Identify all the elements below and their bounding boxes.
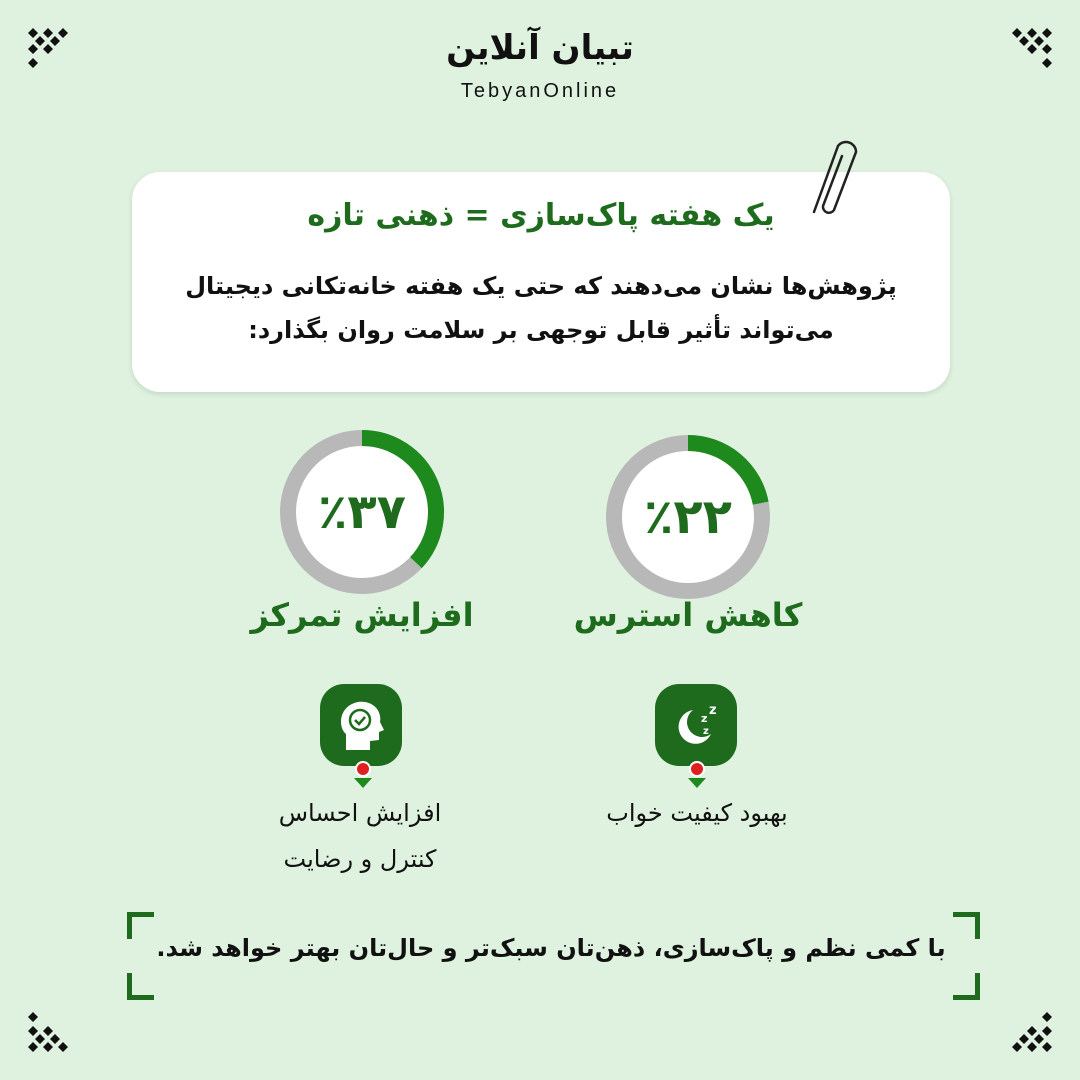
stat-value: ٪۲۲ <box>644 489 732 545</box>
stat-value: ٪۳۷ <box>318 484 406 540</box>
svg-text:z: z <box>709 703 717 718</box>
pin-dot <box>689 761 705 777</box>
corner-pattern-icon <box>28 1012 68 1052</box>
card-title: یک هفته پاک‌سازی = ذهنی تازه <box>307 198 775 233</box>
bracket-corner <box>953 973 980 1000</box>
logo-english: TebyanOnline <box>460 80 620 102</box>
logo-persian: تبیان آنلاین <box>446 28 634 68</box>
svg-text:z: z <box>701 712 708 725</box>
head-check-icon <box>320 684 402 766</box>
stat-label: افزایش تمرکز <box>250 596 474 634</box>
moon-sleep-icon <box>655 684 737 766</box>
stat-focus <box>274 424 450 604</box>
sleep-icon-box <box>655 684 737 766</box>
pin-dot <box>355 761 371 777</box>
paperclip-icon <box>800 132 860 222</box>
corner-pattern-icon <box>1012 1012 1052 1052</box>
focus-icon-box <box>320 684 402 766</box>
svg-text:z: z <box>703 726 709 737</box>
stat-label: کاهش استرس <box>573 596 803 634</box>
card-body: پژوهش‌ها نشان می‌دهند که حتی یک هفته خانه‌تکانی دیجیتال می‌تواند تأثیر قابل توجهی بر سلامت روان بگذارد: <box>185 272 897 344</box>
bracket-corner <box>127 973 154 1000</box>
footer-text: با کمی نظم و پاک‌سازی، ذهن‌تان سبک‌تر و حال‌تان بهتر خواهد شد. <box>156 934 946 962</box>
stat-stress <box>600 429 776 609</box>
pin-arrow-icon <box>354 778 372 788</box>
feature-label: بهبود کیفیت خواب <box>606 799 788 827</box>
feature-label: افزایش احساس کنترل و رضایت <box>278 799 442 873</box>
pin-arrow-icon <box>688 778 706 788</box>
